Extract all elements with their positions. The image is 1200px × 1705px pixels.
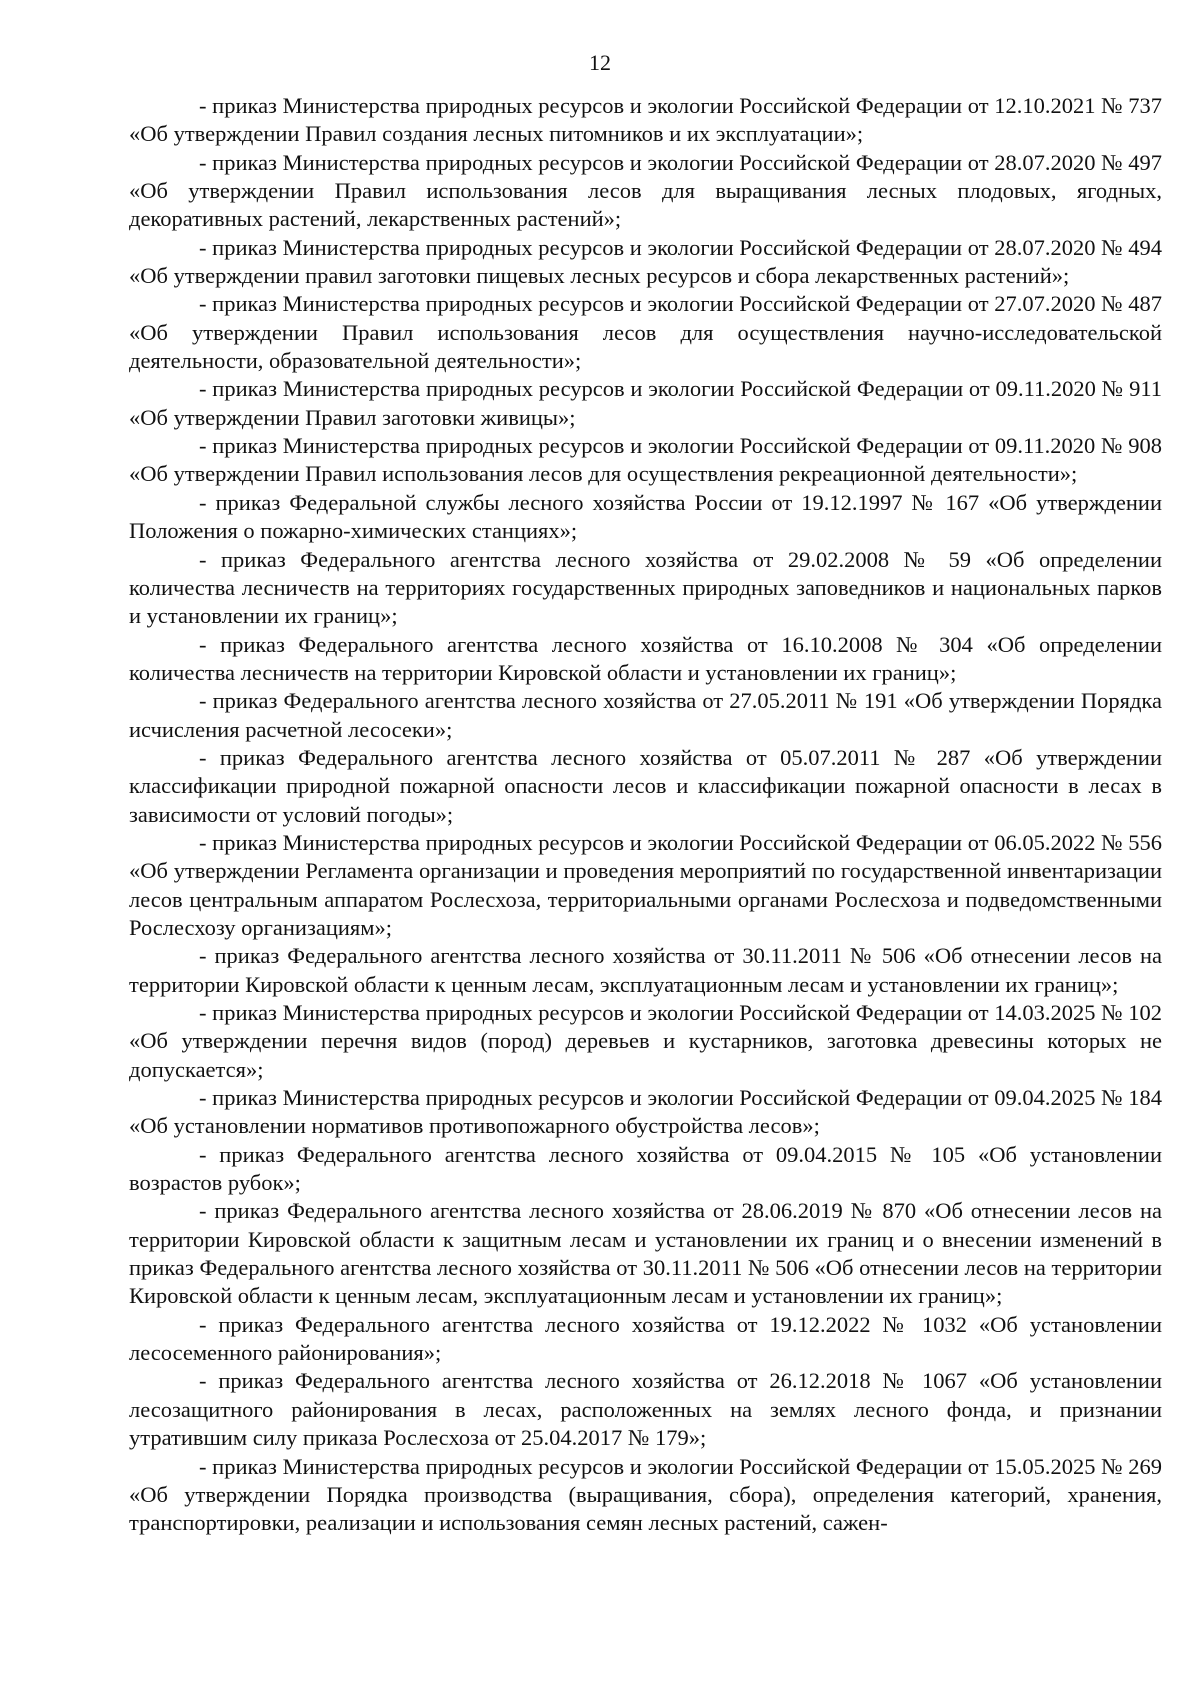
list-item: - приказ Министерства природных ресурсов и экологии Российской Федерации от 09.11.2020 № 911 «Об утверждении Правил заготовки живицы»; xyxy=(129,376,1162,430)
page-number: 12 xyxy=(589,50,611,75)
list-item: - приказ Федерального агентства лесного хозяйства от 09.04.2015 № 105 «Об установлении возрастов рубок»; xyxy=(129,1141,1162,1196)
list-item: - приказ Федеральной службы лесного хозяйства России от 19.12.1997 № 167 «Об утверждении Положения о пожарно-химических станциях»; xyxy=(129,489,1162,544)
list-item: - приказ Министерства природных ресурсов и экологии Российской Федерации от 06.05.2022 № 556 «Об утверждении Регламента организации и проведения мероприятий по государственной инвентаризации лесов центральным аппаратом Рослесхоза, территориальными органами Рослесхоза и подведомственными Рослесхозу организациям»; xyxy=(129,829,1162,940)
list-item: - приказ Министерства природных ресурсов и экологии Российской Федерации от 09.04.2025 № 184 «Об установлении нормативов противопожарного обустройства лесов»; xyxy=(129,1085,1162,1139)
document-body xyxy=(129,92,1162,1538)
list-item: - приказ Министерства природных ресурсов и экологии Российской Федерации от 12.10.2021 № 737 «Об утверждении Правил создания лесных питомников и их эксплуатации»; xyxy=(129,93,1162,147)
list-item: - приказ Федерального агентства лесного хозяйства от 26.12.2018 № 1067 «Об установлении лесозащитного районирования в лесах, расположенных на землях лесного фонда, и признании утратившим силу приказа Рослесхоза от 25.04.2017 № 179»; xyxy=(129,1368,1162,1451)
list-item: - приказ Министерства природных ресурсов и экологии Российской Федерации от 27.07.2020 № 487 «Об утверждении Правил использования лесов для осуществления научно-исследовательской деятельности, образовательной деятельности»; xyxy=(129,291,1162,374)
list-item: - приказ Федерального агентства лесного хозяйства от 05.07.2011 № 287 «Об утверждении классификации природной пожарной опасности лесов и классификации пожарной опасности в лесах в зависимости от условий погоды»; xyxy=(129,744,1162,827)
list-item: - приказ Министерства природных ресурсов и экологии Российской Федерации от 09.11.2020 № 908 «Об утверждении Правил использования лесов для осуществления рекреационной деятельности»; xyxy=(129,433,1162,487)
list-item: - приказ Федерального агентства лесного хозяйства от 29.02.2008 № 59 «Об определении количества лесничеств на территориях государственных природных заповедников и национальных парков и установлении их границ»; xyxy=(129,546,1162,629)
list-item: - приказ Министерства природных ресурсов и экологии Российской Федерации от 15.05.2025 № 269 «Об утверждении Порядка производства (выращивания, сбора), определения категорий, хранения, транспортировки, реализации и использования семян лесных растений, сажен- xyxy=(129,1453,1162,1536)
list-item: - приказ Министерства природных ресурсов и экологии Российской Федерации от 14.03.2025 № 102 «Об утверждении перечня видов (пород) деревьев и кустарников, заготовка древесины которых не допускается»; xyxy=(129,1000,1162,1082)
list-item: - приказ Министерства природных ресурсов и экологии Российской Федерации от 28.07.2020 № 494 «Об утверждении правил заготовки пищевых лесных ресурсов и сбора лекарственных растений»; xyxy=(129,234,1162,289)
list-item: - приказ Федерального агентства лесного хозяйства от 27.05.2011 № 191 «Об утверждении Порядка исчисления расчетной лесосеки»; xyxy=(129,688,1162,742)
list-item: - приказ Федерального агентства лесного хозяйства от 19.12.2022 № 1032 «Об установлении лесосеменного районирования»; xyxy=(129,1311,1162,1366)
list-item: - приказ Федерального агентства лесного хозяйства от 30.11.2011 № 506 «Об отнесении лесов на территории Кировской области к ценным лесам, эксплуатационным лесам и установлении их границ»; xyxy=(129,943,1162,997)
list-item: - приказ Федерального агентства лесного хозяйства от 16.10.2008 № 304 «Об определении количества лесничеств на территории Кировской области и установлении их границ»; xyxy=(129,631,1162,685)
list-item: - приказ Министерства природных ресурсов и экологии Российской Федерации от 28.07.2020 № 497 «Об утверждении Правил использования лесов для выращивания лесных плодовых, ягодных, декоративных растений, лекарственных растений»; xyxy=(129,149,1162,232)
list-item: - приказ Федерального агентства лесного хозяйства от 28.06.2019 № 870 «Об отнесении лесов на территории Кировской области к защитным лесам и установлении их границ и о внесении изменений в приказ Федерального агентства лесного хозяйства от 30.11.2011 № 506 «Об отнесении лесов на территории Кировской области к ценным лесам, эксплуатационным лесам и установлении их границ»; xyxy=(129,1198,1162,1309)
